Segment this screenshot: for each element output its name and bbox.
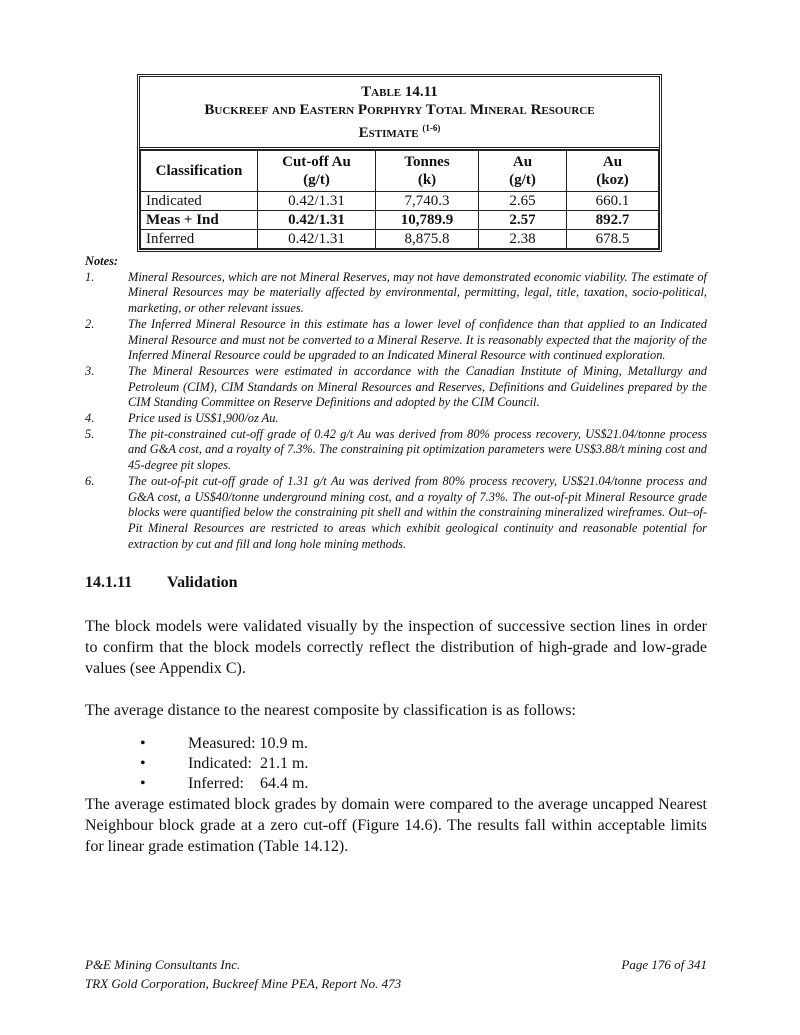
note-number: 5. bbox=[85, 426, 95, 441]
note-item bbox=[85, 427, 707, 474]
column-header: Au (koz) bbox=[567, 151, 659, 192]
note-item bbox=[85, 411, 707, 427]
note-number: 1. bbox=[85, 269, 95, 284]
table-cell: 0.42/1.31 bbox=[258, 230, 376, 249]
resource-table bbox=[137, 74, 662, 252]
table-cell: 660.1 bbox=[567, 192, 659, 211]
table-row bbox=[141, 192, 659, 211]
table-grid bbox=[140, 150, 659, 249]
table-cell: 2.38 bbox=[479, 230, 567, 249]
list-item bbox=[140, 734, 308, 754]
table-cell: Inferred bbox=[141, 230, 258, 249]
column-header: Cut-off Au (g/t) bbox=[258, 151, 376, 192]
column-header: Au (g/t) bbox=[479, 151, 567, 192]
note-text: Price used is US$1,900/oz Au. bbox=[128, 411, 279, 426]
note-text: Mineral Resources, which are not Mineral Reserves, may not have demonstrated economic viability. The estimate of Mineral Resources may be materially affected by environmental, permitting, legal, title, taxation, socio-political, marketing, or other relevant issues. bbox=[128, 269, 707, 316]
note-text: The Inferred Mineral Resource in this estimate has a lower level of confidence than that applied to an Indicated Mineral Resource and must not be converted to a Mineral Reserve. It is reasonably expected that the majority of the Inferred Mineral Resource could be upgraded to an Indicated Mineral Resource with continued exploration. bbox=[128, 316, 707, 363]
bullet-icon: • bbox=[140, 775, 146, 792]
list-item-text: Indicated: 21.1 m. bbox=[188, 755, 309, 772]
table-title bbox=[140, 77, 659, 150]
list-item bbox=[140, 754, 308, 774]
note-text: The Mineral Resources were estimated in accordance with the Canadian Institute of Mining, Metallurgy and Petroleum (CIM), CIM Standards on Mineral Resources and Reserves, Definitions and Guidelines prepared by the CIM Standing Committee on Reserve Definitions and adopted by the CIM Council. bbox=[128, 363, 707, 410]
note-text: The pit-constrained cut-off grade of 0.42 g/t Au was derived from 80% process recovery, US$21.04/tonne process and G&A cost, and a royalty of 7.3%. The constraining pit optimization parameters were US$3.88/t mining cost and 45-degree pit slopes. bbox=[128, 426, 707, 473]
table-row bbox=[141, 211, 659, 230]
section-title: Validation bbox=[167, 574, 238, 591]
note-number: 2. bbox=[85, 316, 95, 331]
footer-report: TRX Gold Corporation, Buckreef Mine PEA, Report No. 473 bbox=[85, 976, 402, 991]
table-row bbox=[141, 230, 659, 249]
table-cell: 0.42/1.31 bbox=[258, 192, 376, 211]
table-header-row bbox=[141, 151, 659, 192]
table-cell: 0.42/1.31 bbox=[258, 211, 376, 230]
table-cell: 10,789.9 bbox=[376, 211, 479, 230]
body-paragraph: The average estimated block grades by domain were compared to the average uncapped Nearest Neighbour block grade at a zero cut-off (Figure 14.6). The results fall within acceptable limits for linear grade estimation (Table 14.12). bbox=[85, 796, 707, 855]
page-number: Page 176 of 341 bbox=[621, 957, 707, 972]
list-item-text: Inferred: 64.4 m. bbox=[188, 775, 309, 792]
column-header: Tonnes (k) bbox=[376, 151, 479, 192]
body-paragraph: The block models were validated visually by the inspection of successive section lines in order to confirm that the block models correctly reflect the distribution of high-grade and low-grade values (see Appendix C). bbox=[85, 618, 707, 677]
table-cell: Meas + Ind bbox=[141, 211, 258, 230]
table-title-line: Buckreef and Eastern Porphyry Total Mineral Resource bbox=[204, 102, 595, 118]
notes-heading: Notes: bbox=[85, 254, 119, 268]
table-title-line: Estimate bbox=[358, 125, 419, 141]
note-item bbox=[85, 364, 707, 411]
bullet-icon: • bbox=[140, 755, 146, 772]
list-item-text: Measured: 10.9 m. bbox=[188, 735, 308, 752]
note-item bbox=[85, 317, 707, 364]
list-item bbox=[140, 774, 308, 794]
footer-company: P&E Mining Consultants Inc. bbox=[85, 957, 241, 972]
table-cell: 2.57 bbox=[479, 211, 567, 230]
table-cell: 8,875.8 bbox=[376, 230, 479, 249]
table-cell: Indicated bbox=[141, 192, 258, 211]
table-cell: 7,740.3 bbox=[376, 192, 479, 211]
note-number: 6. bbox=[85, 473, 95, 488]
distance-list bbox=[140, 734, 308, 794]
table-title-footnote-ref: (1-6) bbox=[422, 123, 441, 133]
table-notes bbox=[85, 254, 707, 552]
note-text: The out-of-pit cut-off grade of 1.31 g/t Au was derived from 80% process recovery, US$21.04/tonne process and G&A cost, a US$40/tonne underground mining cost, and a royalty of 7.3%. The out-of-pit Mineral Resource grade blocks were quantified below the constraining pit shell and within the constraining mineralized wireframes. Out–of-Pit Mineral Resources are restricted to areas which exhibit geological continuity and reasonable potential for extraction by cut and fill and long hole mining methods. bbox=[128, 473, 707, 551]
table-cell: 2.65 bbox=[479, 192, 567, 211]
section-number: 14.1.11 bbox=[85, 574, 133, 591]
note-item bbox=[85, 270, 707, 317]
section-heading bbox=[85, 574, 238, 592]
table-cell: 678.5 bbox=[567, 230, 659, 249]
column-header: Classification bbox=[141, 151, 258, 192]
note-number: 3. bbox=[85, 363, 95, 378]
table-number: Table 14.11 bbox=[361, 84, 438, 100]
page-footer bbox=[85, 955, 707, 993]
table-cell: 892.7 bbox=[567, 211, 659, 230]
bullet-icon: • bbox=[140, 735, 146, 752]
note-item bbox=[85, 474, 707, 553]
note-number: 4. bbox=[85, 411, 95, 426]
body-paragraph: The average distance to the nearest composite by classification is as follows: bbox=[85, 702, 576, 719]
